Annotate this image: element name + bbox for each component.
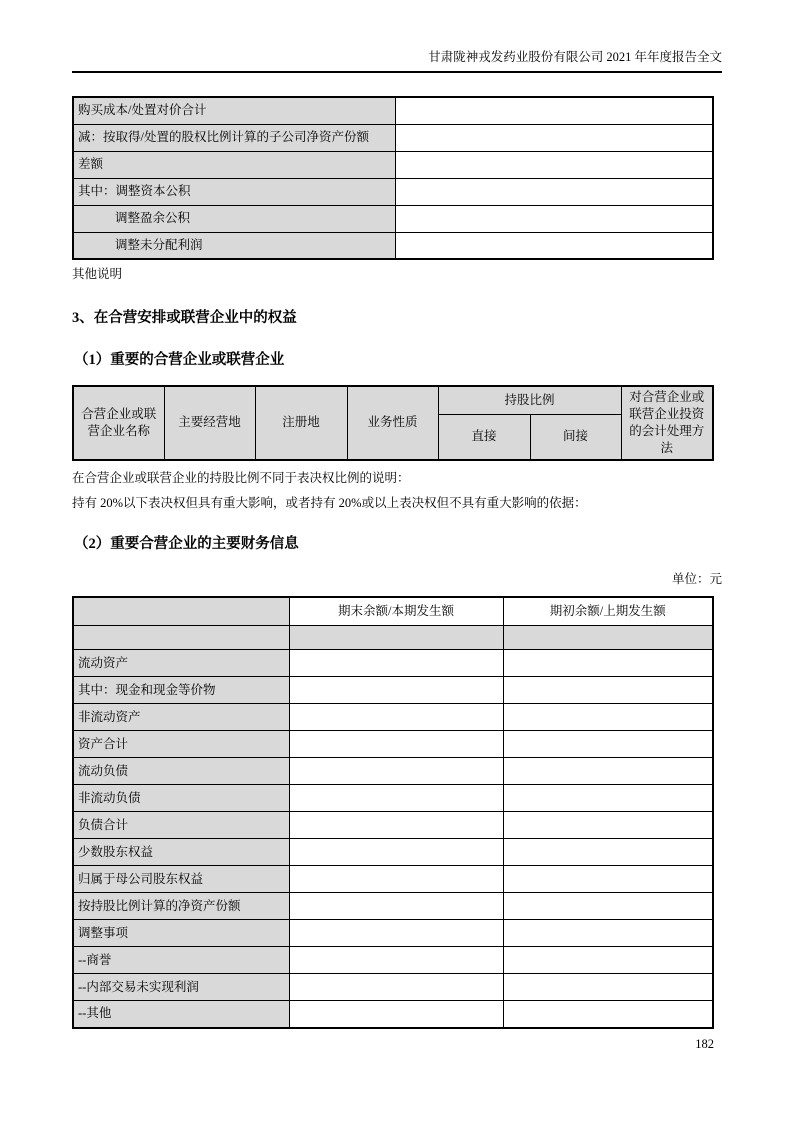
section3-sub1-heading: （1）重要的合营企业或联营企业 [74, 352, 285, 368]
row-value-cell [503, 677, 713, 704]
row-label: 差额 [73, 151, 395, 178]
row-value-cell [503, 920, 713, 947]
row-value-cell [289, 785, 503, 812]
row-value-cell [503, 704, 713, 731]
col-header-business: 业务性质 [347, 386, 438, 460]
row-value-cell [289, 920, 503, 947]
row-value-cell [395, 205, 713, 232]
col-header-opening: 期初余额/上期发生额 [503, 597, 713, 626]
row-value-cell [289, 866, 503, 893]
table-row [73, 974, 713, 1001]
row-label: 流动负债 [73, 758, 289, 785]
table-row [73, 785, 713, 812]
row-label: 按持股比例计算的净资产份额 [73, 893, 289, 920]
row-label: --商誉 [73, 947, 289, 974]
row-value-cell [289, 947, 503, 974]
row-label: 负债合计 [73, 812, 289, 839]
row-value-cell [289, 893, 503, 920]
row-value-cell [395, 97, 713, 124]
table-row [73, 178, 713, 205]
table-row [73, 232, 713, 259]
row-value-cell [503, 785, 713, 812]
row-value-cell [503, 974, 713, 1001]
row-label: 归属于母公司股东权益 [73, 866, 289, 893]
table-row [73, 205, 713, 232]
row-label: 其中：调整资本公积 [73, 178, 395, 205]
row-value-cell [289, 974, 503, 1001]
row-value-cell [289, 758, 503, 785]
row-value-cell [289, 731, 503, 758]
spacer-cell [289, 626, 503, 650]
row-label: 非流动资产 [73, 704, 289, 731]
finance-spacer-row [73, 626, 713, 650]
table-row [73, 758, 713, 785]
table-row [73, 866, 713, 893]
row-value-cell [503, 1001, 713, 1028]
row-value-cell [395, 232, 713, 259]
spacer-cell [503, 626, 713, 650]
row-label: --其他 [73, 1001, 289, 1028]
row-label: 调整未分配利润 [73, 232, 395, 259]
table-row [73, 920, 713, 947]
row-label: 购买成本/处置对价合计 [73, 97, 395, 124]
row-value-cell [503, 758, 713, 785]
row-value-cell [503, 731, 713, 758]
report-header [72, 0, 722, 73]
equity-adjustment-table [72, 96, 714, 260]
row-label: 流动资产 [73, 650, 289, 677]
row-value-cell [289, 1001, 503, 1028]
table-row [73, 893, 713, 920]
row-value-cell [289, 677, 503, 704]
joint-table-header-row-1 [73, 386, 713, 414]
row-value-cell [395, 151, 713, 178]
other-note-text: 其他说明 [72, 267, 123, 281]
row-label: 调整盈余公积 [73, 205, 395, 232]
table-row [73, 97, 713, 124]
table-row [73, 812, 713, 839]
row-label: 调整事项 [73, 920, 289, 947]
col-header-method: 对合营企业或联营企业投资的会计处理方法 [621, 386, 713, 460]
col-header-closing: 期末余额/本期发生额 [289, 597, 503, 626]
row-value-cell [503, 839, 713, 866]
row-value-cell [503, 812, 713, 839]
table-row [73, 1001, 713, 1028]
row-label: 少数股东权益 [73, 839, 289, 866]
financial-info-table [72, 596, 714, 1029]
row-value-cell [395, 124, 713, 151]
row-value-cell [289, 812, 503, 839]
row-label: 资产合计 [73, 731, 289, 758]
col-header-registry: 注册地 [255, 386, 347, 460]
spacer-cell [73, 626, 289, 650]
table-row [73, 731, 713, 758]
col-header-holding: 持股比例 [438, 386, 621, 414]
table-row [73, 704, 713, 731]
section3-sub2-heading: （2）重要合营企业的主要财务信息 [74, 535, 299, 552]
row-value-cell [289, 650, 503, 677]
row-label: --内部交易未实现利润 [73, 974, 289, 1001]
table-row [73, 947, 713, 974]
col-header-name: 合营企业或联营企业名称 [73, 386, 164, 460]
table-row [73, 650, 713, 677]
row-value-cell [289, 704, 503, 731]
table-row [73, 677, 713, 704]
page-number: 182 [695, 1037, 714, 1051]
col-header-direct: 直接 [438, 414, 530, 459]
report-header-title: 甘肃陇神戎发药业股份有限公司 2021 年年度报告全文 [428, 50, 722, 64]
row-value-cell [289, 839, 503, 866]
row-value-cell [503, 650, 713, 677]
col-header-indirect: 间接 [530, 414, 621, 459]
row-label: 减：按取得/处置的股权比例计算的子公司净资产份额 [73, 124, 395, 151]
finance-header-row [73, 597, 713, 626]
row-label: 非流动负债 [73, 785, 289, 812]
row-value-cell [395, 178, 713, 205]
significant-influence-note: 持有 20%以下表决权但具有重大影响，或者持有 20%或以上表决权但不具有重大影响的依据： [72, 495, 587, 510]
section3-heading: 3、在合营安排或联营企业中的权益 [72, 310, 297, 326]
voting-ratio-note: 在合营企业或联营企业的持股比例不同于表决权比例的说明： [72, 470, 410, 485]
row-label: 其中：现金和现金等价物 [73, 677, 289, 704]
header-empty-cell [73, 597, 289, 626]
joint-ventures-table [72, 385, 714, 461]
row-value-cell [503, 893, 713, 920]
col-header-place: 主要经营地 [164, 386, 255, 460]
row-value-cell [503, 947, 713, 974]
table-row [73, 151, 713, 178]
row-value-cell [503, 866, 713, 893]
unit-label: 单位：元 [671, 571, 722, 586]
table-row [73, 124, 713, 151]
table-row [73, 839, 713, 866]
